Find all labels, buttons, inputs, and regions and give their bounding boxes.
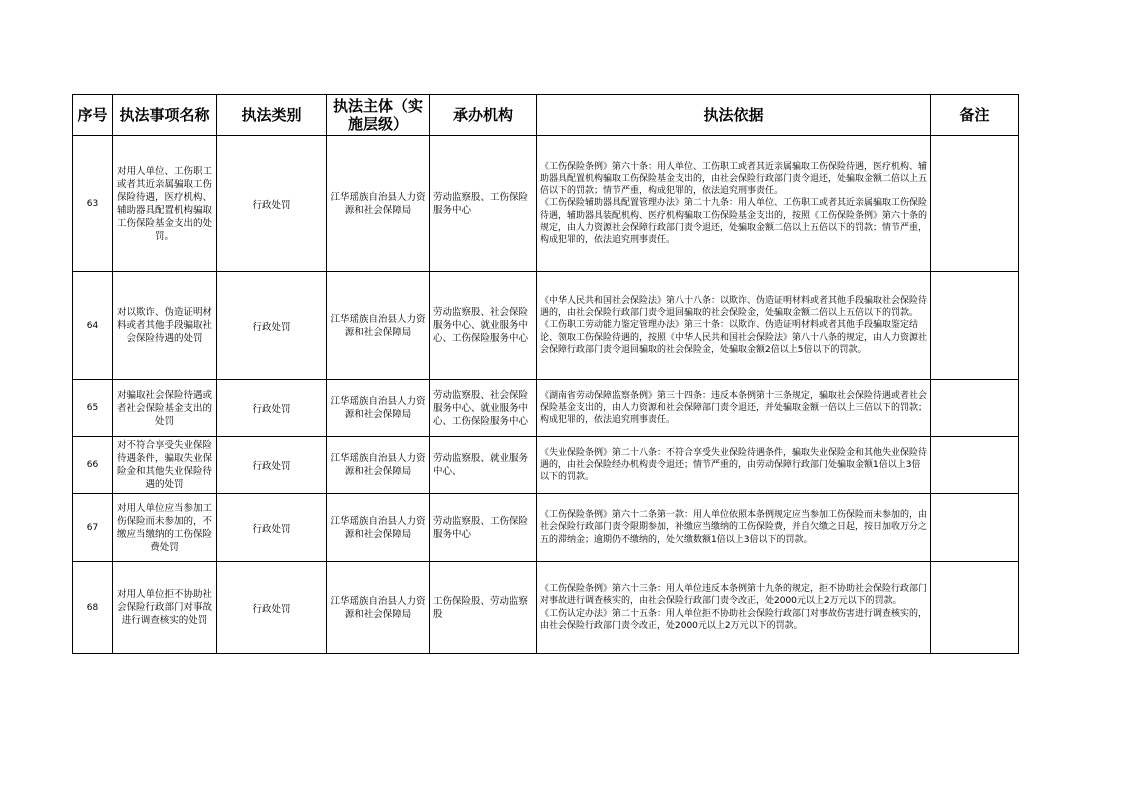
row-seq: 64 bbox=[73, 272, 113, 380]
row-basis bbox=[537, 494, 931, 562]
header-name: 执法事项名称 bbox=[113, 95, 217, 136]
row-name: 对用人单位、工伤职工或者其近亲属骗取工伤保险待遇，医疗机构、辅助器具配置机构骗取工伤保险基金支出的处罚。 bbox=[113, 136, 217, 272]
row-name: 对以欺诈、伪造证明材料或者其他手段骗取社会保险待遇的处罚 bbox=[113, 272, 217, 380]
basis-paragraph: 《工伤保险条例》第六十二条第一款：用人单位依照本条例规定应当参加工伤保险而未参加的，由社会保险行政部门责令限期参加，补缴应当缴纳的工伤保险费，并自欠缴之日起，按日加收万分之五的滞纳金；逾期仍不缴纳的，处欠缴数额1倍以上3倍以下的罚款。 bbox=[540, 510, 928, 545]
basis-paragraph: 《工伤认定办法》第二十五条：用人单位拒不协助社会保险行政部门对事故伤害进行调查核实的，由社会保险行政部门责令改正，处2000元以上2万元以下的罚款。 bbox=[540, 608, 928, 631]
basis-paragraph: 《工伤保险条例》第六十条：用人单位、工伤职工或者其近亲属骗取工伤保险待遇，医疗机构、辅助器具配置机构骗取工伤保险基金支出的，由社会保险行政部门责令退还，处骗取金额二倍以上五倍以下的罚款；情节严重，构成犯罪的，依法追究刑事责任。 bbox=[540, 161, 928, 197]
basis-paragraph: 《工伤保险辅助器具配置管理办法》第二十九条：用人单位、工伤职工或者其近亲属骗取工伤保险待遇，辅助器具装配机构、医疗机构骗取工伤保险基金支出的，按照《工伤保险条例》第六十条的规定，由人力资源社会保障行政部门责令退还，处骗取金额二倍以上五倍以下的罚款；情节严重，构成犯罪的，依法追究刑事责任。 bbox=[540, 198, 928, 245]
row-basis bbox=[537, 562, 931, 654]
row-basis bbox=[537, 380, 931, 437]
row-category: 行政处罚 bbox=[217, 136, 327, 272]
table-row bbox=[73, 136, 1019, 272]
row-note bbox=[931, 437, 1019, 494]
basis-paragraph: 《工伤保险条例》第六十三条：用人单位违反本条例第十九条的规定，拒不协助社会保险行政部门对事故进行调查核实的，由社会保险行政部门责令改正，处2000元以上2万元以下的罚款。 bbox=[540, 584, 928, 607]
row-basis bbox=[537, 437, 931, 494]
basis-paragraph: 《湖南省劳动保障监察条例》第三十四条：违反本条例第十三条规定，骗取社会保险待遇或者社会保险基金支出的，由人力资源和社会保障部门责令退还，并处骗取金额一倍以上三倍以下的罚款；构成犯罪的，依法追究刑事责任。 bbox=[540, 390, 928, 426]
row-note bbox=[931, 272, 1019, 380]
row-category: 行政处罚 bbox=[217, 562, 327, 654]
row-name: 对不符合享受失业保险待遇条件，骗取失业保险金和其他失业保险待遇的处罚 bbox=[113, 437, 217, 494]
row-org: 工伤保险股、劳动监察股 bbox=[430, 562, 537, 654]
table-row bbox=[73, 562, 1019, 654]
row-category: 行政处罚 bbox=[217, 272, 327, 380]
row-subject: 江华瑶族自治县人力资源和社会保障局 bbox=[327, 380, 430, 437]
row-subject: 江华瑶族自治县人力资源和社会保障局 bbox=[327, 437, 430, 494]
row-subject: 江华瑶族自治县人力资源和社会保障局 bbox=[327, 136, 430, 272]
row-name: 对骗取社会保险待遇或者社会保险基金支出的处罚 bbox=[113, 380, 217, 437]
row-subject: 江华瑶族自治县人力资源和社会保障局 bbox=[327, 562, 430, 654]
basis-paragraph: 《中华人民共和国社会保险法》第八十八条：以欺诈、伪造证明材料或者其他手段骗取社会保险待遇的，由社会保险行政部门责令退回骗取的社会保险金，处骗取金额二倍以上五倍以下的罚款。 bbox=[540, 295, 928, 319]
row-note bbox=[931, 494, 1019, 562]
row-seq: 65 bbox=[73, 380, 113, 437]
table-row bbox=[73, 494, 1019, 562]
header-row bbox=[73, 95, 1019, 136]
row-seq: 63 bbox=[73, 136, 113, 272]
row-category: 行政处罚 bbox=[217, 494, 327, 562]
row-org: 劳动监察股、就业服务中心、 bbox=[430, 437, 537, 494]
row-name: 对用人单位应当参加工伤保险而未参加的，不缴应当缴纳的工伤保险费处罚 bbox=[113, 494, 217, 562]
row-seq: 67 bbox=[73, 494, 113, 562]
row-subject: 江华瑶族自治县人力资源和社会保障局 bbox=[327, 494, 430, 562]
enforcement-table bbox=[72, 94, 1019, 654]
row-seq: 66 bbox=[73, 437, 113, 494]
table-row bbox=[73, 437, 1019, 494]
row-subject: 江华瑶族自治县人力资源和社会保障局 bbox=[327, 272, 430, 380]
header-subject: 执法主体（实施层级） bbox=[327, 95, 430, 136]
row-org: 劳动监察股、社会保险服务中心、就业服务中心、工伤保险服务中心 bbox=[430, 272, 537, 380]
header-note: 备注 bbox=[931, 95, 1019, 136]
row-org: 劳动监察股、社会保险服务中心、就业服务中心、工伤保险服务中心 bbox=[430, 380, 537, 437]
table-row bbox=[73, 272, 1019, 380]
header-org: 承办机构 bbox=[430, 95, 537, 136]
row-basis bbox=[537, 272, 931, 380]
row-org: 劳动监察股、工伤保险服务中心 bbox=[430, 494, 537, 562]
row-org: 劳动监察股、工伤保险服务中心 bbox=[430, 136, 537, 272]
row-name: 对用人单位拒不协助社会保险行政部门对事故进行调查核实的处罚 bbox=[113, 562, 217, 654]
row-seq: 68 bbox=[73, 562, 113, 654]
row-category: 行政处罚 bbox=[217, 380, 327, 437]
row-note bbox=[931, 562, 1019, 654]
basis-paragraph: 《工伤职工劳动能力鉴定管理办法》第三十条：以欺诈、伪造证明材料或者其他手段骗取鉴定结论、领取工伤保险待遇的，按照《中华人民共和国社会保险法》第八十八条的规定，由人力资源社会保障行政部门责令退回骗取的社会保险金，处骗取金额2倍以上5倍以下的罚款。 bbox=[540, 320, 928, 355]
row-note bbox=[931, 380, 1019, 437]
header-seq: 序号 bbox=[73, 95, 113, 136]
header-category: 执法类别 bbox=[217, 95, 327, 136]
header-basis: 执法依据 bbox=[537, 95, 931, 136]
row-category: 行政处罚 bbox=[217, 437, 327, 494]
row-note bbox=[931, 136, 1019, 272]
row-basis bbox=[537, 136, 931, 272]
table-row bbox=[73, 380, 1019, 437]
basis-paragraph: 《失业保险条例》第二十八条：不符合享受失业保险待遇条件，骗取失业保险金和其他失业保险待遇的，由社会保险经办机构责令退还；情节严重的，由劳动保障行政部门处骗取金额1倍以上3倍以下的罚款。 bbox=[540, 447, 928, 483]
